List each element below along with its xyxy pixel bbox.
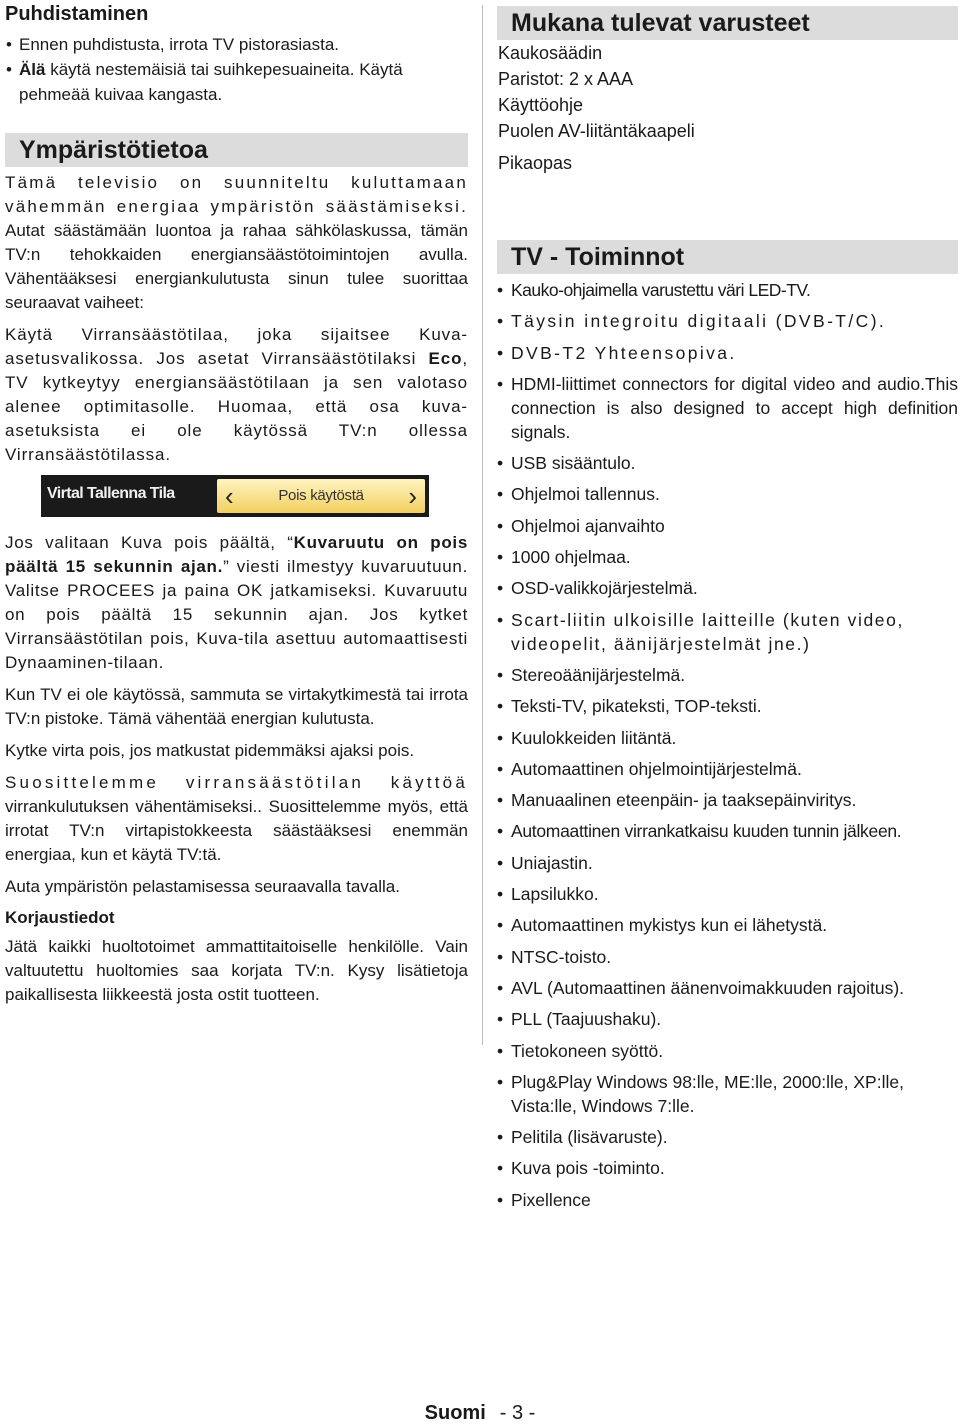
- feature-item: • Kuva pois -toiminto.: [497, 1156, 958, 1180]
- feature-item: • Kauko-ohjaimella varustettu väri LED-TV.: [497, 278, 958, 302]
- feature-item: • NTSC-toisto.: [497, 945, 958, 969]
- accessories-heading: Mukana tulevat varusteet: [497, 6, 958, 40]
- footer-language: Suomi: [424, 1402, 486, 1424]
- features-list: [497, 278, 958, 1212]
- picture-off-text-b: ” viesti ilmestyy kuvaruutuun. Valitse PROCEES ja paina OK jatkamiseksi. Kuvaruutu on pois päältä 15 sekunnin ajan. Jos kytket Virransäästötilan pois, Kuva-tila asettuu automaattisesti Dynaaminen-tilaan.: [5, 557, 468, 672]
- accessory-item: Puolen AV-liitäntäkaapeli: [498, 121, 695, 141]
- right-column: [497, 0, 958, 1219]
- power-save-text-a: Käytä Virransäästötilaa, joka sijaitsee Kuva-asetusvalikossa. Jos asetat Virransäästötilaksi: [5, 325, 468, 368]
- feature-item: • AVL (Automaattinen äänenvoimakkuuden rajoitus).: [497, 976, 958, 1000]
- feature-item: • Plug&Play Windows 98:lle, ME:lle, 2000:lle, XP:lle, Vista:lle, Windows 7:lle.: [497, 1070, 958, 1118]
- power-save-osd-image: [41, 475, 429, 517]
- feature-item: • OSD-valikkojärjestelmä.: [497, 576, 958, 600]
- feature-item: • Täysin integroitu digitaali (DVB-T/C).: [497, 309, 958, 333]
- feature-item: • HDMI-liittimet connectors for digital video and audio.This connection is also designed to accept high definition signals.: [497, 372, 958, 444]
- power-save-paragraph: [5, 323, 468, 467]
- osd-value-box: [217, 479, 425, 513]
- page-number: - 3 -: [499, 1402, 536, 1424]
- repair-heading: Korjaustiedot: [5, 908, 115, 927]
- accessories-list: [497, 40, 958, 176]
- feature-item: • Manuaalinen eteenpäin- ja taaksepäinviritys.: [497, 788, 958, 812]
- feature-item: • Lapsilukko.: [497, 882, 958, 906]
- feature-item: • Automaattinen mykistys kun ei lähetystä.: [497, 913, 958, 937]
- feature-item: • Automaattinen virrankatkaisu kuuden tunnin jälkeen.: [497, 819, 958, 843]
- environment-intro-a: Tämä televisio on suunniteltu kuluttamaan vähemmän energiaa ympäristön säästämiseksi.: [5, 173, 468, 216]
- unplug-paragraph: Kun TV ei ole käytössä, sammuta se virtakytkimestä tai irrota TV:n pistoke. Tämä vähentää energian kulutusta.: [5, 685, 468, 728]
- feature-item: • DVB-T2 Yhteensopiva.: [497, 341, 958, 365]
- recommend-paragraph: [5, 771, 468, 867]
- travel-paragraph: Kytke virta pois, jos matkustat pidemmäksi ajaksi pois.: [5, 741, 415, 760]
- recommend-text-a: Suosittelemme virransäästötilan käyttöä: [5, 773, 468, 792]
- picture-off-text-a: Jos valitaan Kuva pois päältä, “: [5, 533, 294, 552]
- osd-value: Pois käytöstä: [278, 487, 364, 504]
- list-item: [5, 32, 468, 57]
- repair-paragraph: Jätä kaikki huoltotoimet ammattitaitoiselle henkilölle. Vain valtuutettu huoltomies saa korjata TV:n. Kysy lisätietoja paikallisesta liikkeestä josta ostit tuotteen.: [5, 937, 468, 1004]
- picture-off-paragraph: [5, 531, 468, 675]
- feature-item: • Scart-liitin ulkoisille laitteille (kuten video, videopelit, äänijärjestelmät jne.): [497, 608, 958, 656]
- eco-label: Eco: [428, 349, 463, 368]
- accessory-item: Kaukosäädin: [498, 43, 603, 63]
- recommend-text-b: virrankulutuksen vähentämiseksi.. Suosittelemme myös, että irrotat TV:n virtapistokkeesta säästääksesi enemmän energiaa, kun et käytä TV:tä.: [5, 797, 468, 864]
- feature-item: • Ohjelmoi tallennus.: [497, 482, 958, 506]
- feature-item: • USB sisääntulo.: [497, 451, 958, 475]
- osd-setting-label: Virtal Tallenna Tila: [47, 485, 175, 502]
- feature-item: • Stereoäänijärjestelmä.: [497, 663, 958, 687]
- feature-item: • Kuulokkeiden liitäntä.: [497, 726, 958, 750]
- feature-item: • PLL (Taajuushaku).: [497, 1007, 958, 1031]
- feature-item: • Tietokoneen syöttö.: [497, 1039, 958, 1063]
- cleaning-bullet-2: käytä nestemäisiä tai suihkepesuaineita. Käytä pehmeää kuivaa kangasta.: [19, 60, 403, 104]
- help-environment-paragraph: Auta ympäristön pelastamisessa seuraavalla tavalla.: [5, 877, 400, 896]
- features-heading: TV - Toiminnot: [497, 240, 958, 274]
- page-footer: [0, 1400, 960, 1426]
- environment-intro-b: Autat säästämään luontoa ja rahaa sähkölaskussa, tämän TV:n tehokkaiden energiansäästötoimintojen avulla. Vähentääksesi energiankulutusta sinun tulee suorittaa seuraavat vaiheet:: [5, 221, 468, 312]
- feature-item: • Pelitila (lisävaruste).: [497, 1125, 958, 1149]
- feature-item: • Pixellence: [497, 1188, 958, 1212]
- chevron-left-icon: ‹: [225, 481, 234, 511]
- accessory-item: Pikaopas: [498, 153, 573, 173]
- accessory-item: Käyttöohje: [498, 95, 584, 115]
- feature-item: • Uniajastin.: [497, 851, 958, 875]
- cleaning-heading: Puhdistaminen: [5, 3, 149, 25]
- cleaning-bullet-1: Ennen puhdistusta, irrota TV pistorasiasta.: [19, 35, 340, 54]
- feature-item: • Teksti-TV, pikateksti, TOP-teksti.: [497, 694, 958, 718]
- list-item: [5, 57, 468, 107]
- picture-off-message: Kuvaruutu on pois päältä 15 sekunnin ajan.: [5, 533, 469, 576]
- accessory-item: Paristot: 2 x AAA: [498, 69, 634, 89]
- environment-heading: Ympäristötietoa: [5, 133, 468, 167]
- feature-item: • 1000 ohjelmaa.: [497, 545, 958, 569]
- column-divider: [482, 5, 483, 1045]
- feature-item: • Automaattinen ohjelmointijärjestelmä.: [497, 757, 958, 781]
- left-column: [5, 0, 468, 1015]
- chevron-right-icon: ›: [408, 481, 417, 511]
- power-save-text-b: , TV kytkeytyy energiansäästötilaan ja sen valotaso alenee optimitasolle. Huomaa, että osa kuva-asetuksista ei ole käytössä TV:n ollessa Virransäästötilassa.: [5, 349, 468, 464]
- environment-intro: [5, 171, 468, 315]
- feature-item: • Ohjelmoi ajanvaihto: [497, 514, 958, 538]
- cleaning-bullet-2-bold: Älä: [19, 60, 46, 79]
- cleaning-list: [5, 32, 468, 107]
